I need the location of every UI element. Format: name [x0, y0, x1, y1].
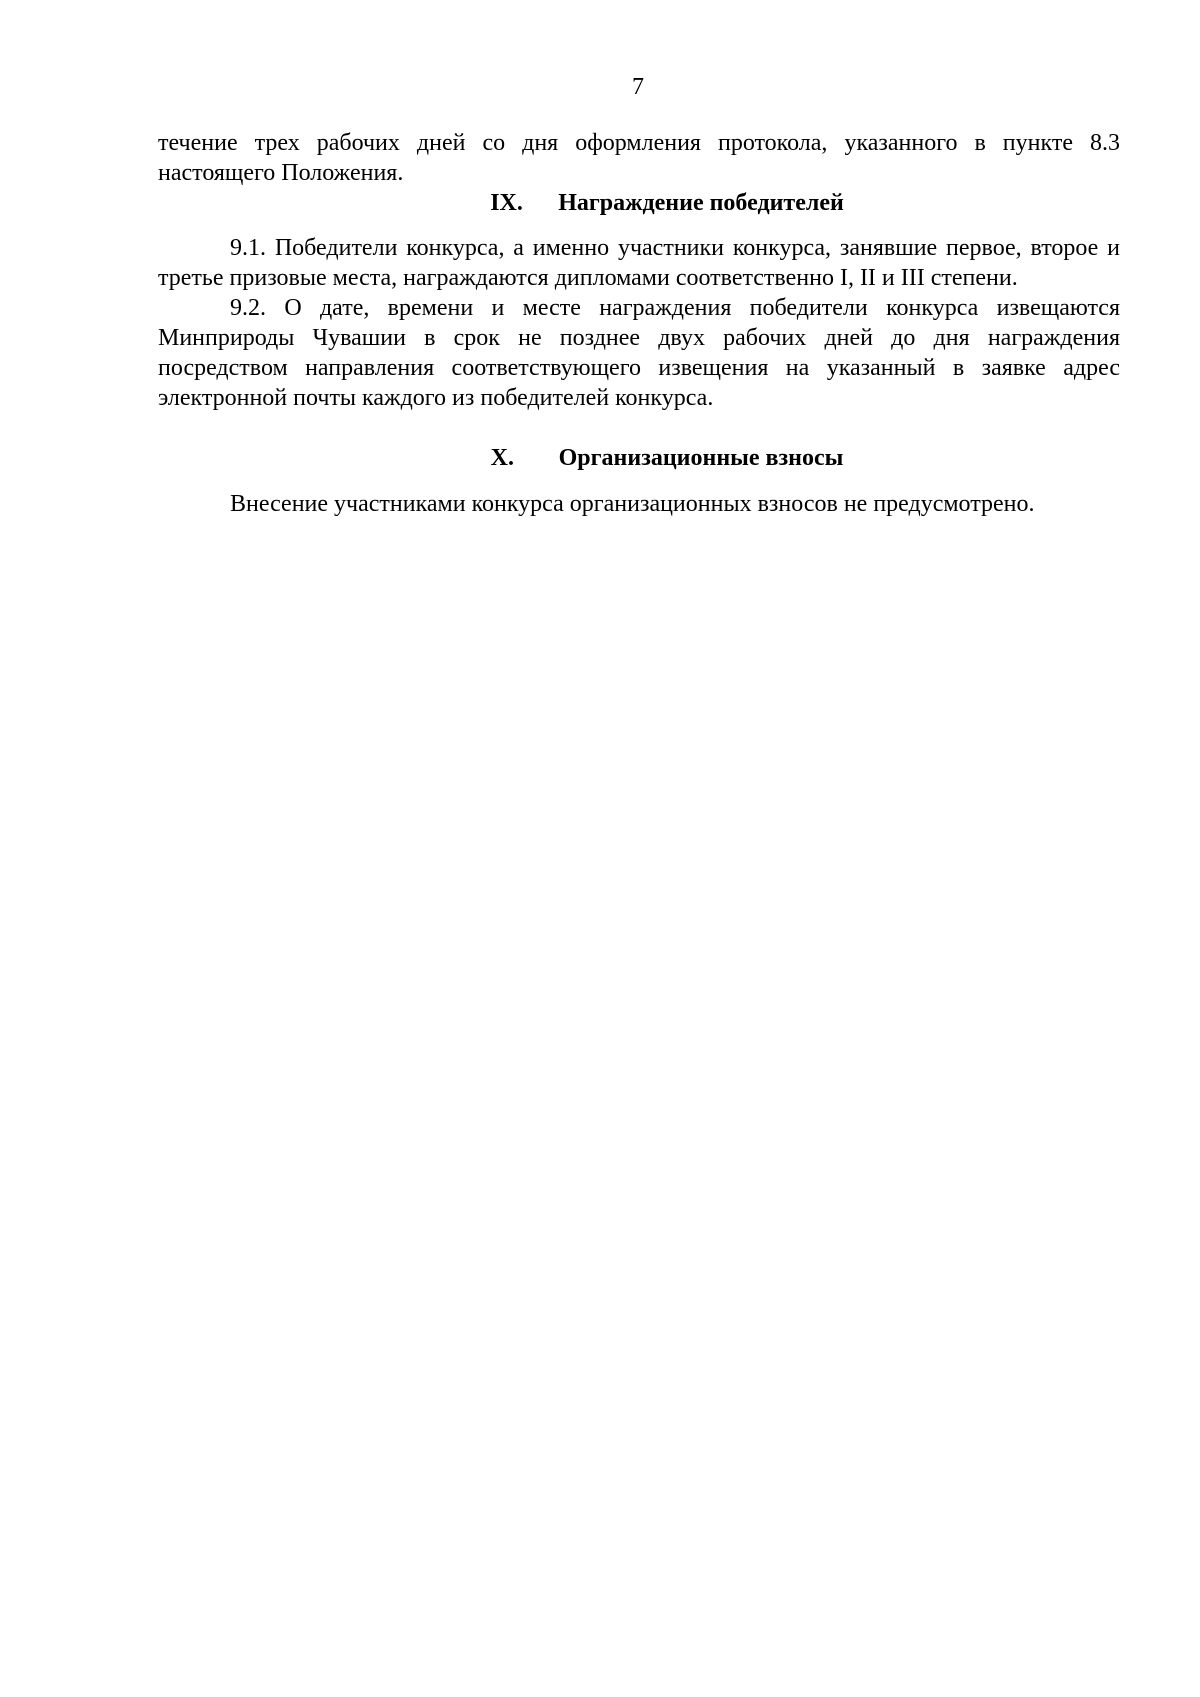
section-9-title: Награждение победителей	[558, 190, 844, 216]
section-10-heading	[158, 443, 1120, 473]
paragraph-9-1: 9.1. Победители конкурса, а именно участники конкурса, занявшие первое, второе и третье призовые места, награждаются дипломами соответственно I, II и III степени.	[158, 235, 1120, 291]
page-number: 7	[632, 74, 644, 100]
section-9-number: IX.	[490, 190, 523, 216]
paragraph-9-2: 9.2. О дате, времени и месте награждения победители конкурса извещаются Минприроды Чувашии в срок не позднее двух рабочих дней до дня награждения посредством направления соответствующего извещения на указанный в заявке адрес электронной почты каждого из победителей конкурса.	[158, 295, 1120, 411]
paragraph-10-1: Внесение участниками конкурса организационных взносов не предусмотрено.	[230, 491, 1035, 517]
continuation-paragraph: течение трех рабочих дней со дня оформления протокола, указанного в пункте 8.3 настоящего Положения.	[158, 130, 1120, 186]
section-9-heading	[158, 188, 1120, 218]
section-10-number: X.	[490, 445, 514, 471]
section-10-title: Организационные взносы	[558, 445, 844, 471]
page-content	[158, 128, 1120, 519]
